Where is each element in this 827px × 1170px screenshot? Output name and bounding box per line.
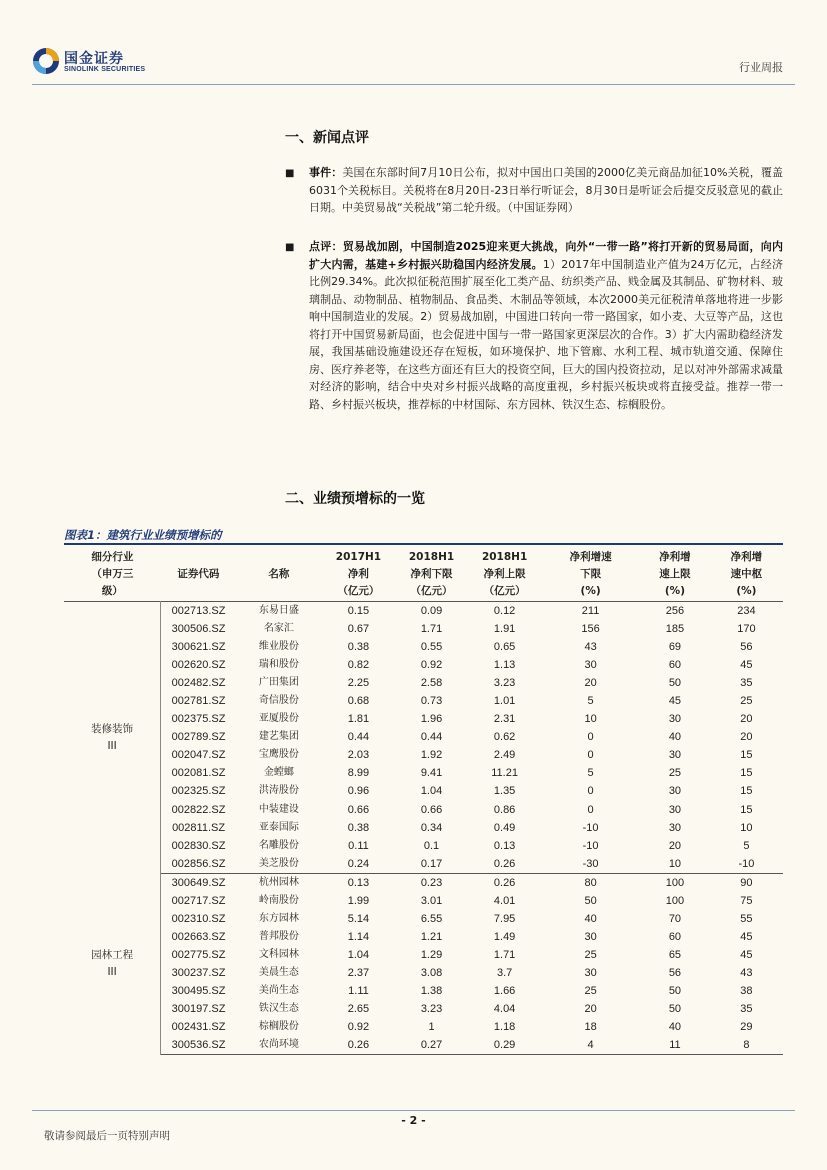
stock-name-cell: 美芝股份: [236, 855, 322, 874]
net-profit-2017h1-cell: 1.81: [347, 713, 370, 726]
column-header-line: (%): [664, 584, 685, 597]
net-profit-2017h1-cell: 2.37: [347, 966, 370, 979]
growth-low-cell: 211: [581, 605, 600, 618]
net-profit-2018h1-high-cell: 4.01: [493, 894, 516, 907]
column-header-line: 下限: [580, 567, 602, 580]
growth-high-cell: 60: [668, 659, 682, 672]
stock-name-cell: 建艺集团: [258, 731, 299, 743]
table-row: [64, 602, 783, 621]
table-row: [64, 728, 783, 746]
growth-mid-cell: 20: [740, 731, 753, 744]
net-profit-2018h1-low-cell: 0.23: [420, 876, 443, 889]
net-profit-2018h1-low-cell: 3.23: [420, 1003, 443, 1016]
stock-code-cell: 002717.SZ: [171, 894, 226, 907]
industry-category-line: III: [107, 965, 117, 978]
growth-low-cell: 43: [584, 641, 597, 654]
growth-high-cell: 50: [668, 985, 682, 997]
stock-code-cell: 002081.SZ: [171, 767, 226, 780]
net-profit-2018h1-high-cell: 2.49: [493, 749, 516, 762]
net-profit-2017h1-cell: 0.67: [347, 623, 370, 636]
net-profit-2018h1-high-cell: 2.31: [493, 713, 516, 726]
stock-code-cell: 300536.SZ: [161, 1036, 236, 1055]
stock-name-cell: 岭南股份: [258, 894, 299, 906]
event-label: 事件：: [309, 166, 343, 179]
column-header: [322, 547, 395, 602]
column-header: [161, 547, 236, 602]
net-profit-2018h1-high-cell: 0.26: [468, 855, 541, 874]
net-profit-2018h1-low-cell: 0.1: [423, 839, 440, 852]
table-row: [64, 873, 783, 892]
stock-code-cell: 002830.SZ: [171, 839, 226, 852]
column-header: [710, 547, 783, 602]
table-row: [64, 855, 783, 874]
growth-mid-cell: 56: [740, 641, 753, 654]
column-header-line: 净利增: [659, 550, 691, 563]
growth-high-cell: 30: [668, 803, 682, 816]
net-profit-2018h1-high-cell: 11.21: [491, 767, 518, 780]
growth-low-cell: 0: [587, 731, 594, 744]
stock-code-cell: 002047.SZ: [171, 749, 226, 762]
net-profit-2018h1-low-cell: 0.17: [395, 855, 468, 874]
growth-low-cell: 80: [584, 876, 597, 889]
growth-low-cell: 20: [584, 677, 597, 690]
growth-high-cell: 40: [668, 1021, 682, 1034]
disclaimer-note: 敬请参阅最后一页特别声明: [44, 1130, 170, 1142]
growth-low-cell: 0: [587, 785, 594, 798]
event-text: 美国在东部时间7月10日公布，拟对中国出口美国的2000亿美元商品加征10%关税，覆盖6031个关税标目。关税将在8月20日-23日举行听证会，8月30日是听证会后提交反驳意见的截止日期。中美贸易战“关税战”第二轮升级。（中国证券网）: [309, 166, 784, 214]
net-profit-2018h1-low-cell: 0.55: [420, 641, 443, 654]
net-profit-2018h1-low-cell: 1.71: [420, 623, 443, 636]
stock-code-cell: 300621.SZ: [171, 641, 226, 654]
table-row: [64, 910, 783, 928]
growth-low-cell: 18: [584, 1021, 597, 1034]
growth-low-cell: -10: [582, 839, 599, 852]
table-row: [64, 674, 783, 692]
stock-code-cell: 002713.SZ: [171, 605, 226, 618]
growth-mid-cell: 45: [740, 930, 753, 943]
table-row: [64, 710, 783, 728]
net-profit-2018h1-low-cell: 6.55: [420, 912, 443, 925]
section-title-earnings: 二、业绩预增标的一览: [285, 491, 425, 507]
growth-high-cell: 20: [668, 839, 682, 852]
net-profit-2017h1-cell: 5.14: [347, 912, 370, 925]
stock-code-cell: 300506.SZ: [171, 623, 226, 636]
table-row: [64, 892, 783, 910]
net-profit-2018h1-high-cell: 1.66: [493, 985, 516, 997]
column-header-line: 2017H1: [335, 550, 382, 563]
growth-high-cell: 60: [668, 930, 682, 943]
stock-name-cell: 宝鹰股份: [258, 749, 299, 761]
growth-low-cell: -30: [541, 855, 640, 874]
net-profit-2017h1-cell: 1.11: [348, 985, 369, 997]
net-profit-2017h1-cell: 1.04: [347, 948, 370, 961]
column-header-line: （申万三: [91, 567, 134, 580]
page-number: - 2 -: [401, 1114, 426, 1127]
stock-name-cell: 杭州园林: [258, 876, 299, 888]
table-row: [64, 746, 783, 764]
growth-low-cell: 10: [584, 713, 597, 726]
growth-mid-cell: 15: [740, 785, 753, 798]
net-profit-2017h1-cell: 0.44: [347, 731, 370, 744]
net-profit-2017h1-cell: 0.96: [347, 785, 370, 798]
table-row: [64, 946, 783, 964]
logo-text-en: SINOLINK SECURITIES: [64, 66, 146, 73]
net-profit-2018h1-low-cell: 1.21: [420, 930, 443, 943]
column-header-line: 2018H1: [481, 550, 528, 563]
column-header: [395, 547, 468, 602]
table-header-row: [64, 547, 783, 602]
growth-mid-cell: 5: [743, 839, 750, 852]
growth-low-cell: 50: [584, 894, 597, 907]
column-header-line: 细分行业: [91, 550, 134, 563]
stock-name-cell: 金螳螂: [263, 767, 294, 779]
growth-high-cell: 100: [665, 894, 685, 907]
stock-name-cell: 亚泰国际: [258, 821, 299, 833]
net-profit-2018h1-high-cell: 0.65: [493, 641, 516, 654]
stock-name-cell: 名家汇: [263, 623, 294, 635]
growth-high-cell: 100: [665, 876, 685, 889]
growth-mid-cell: 15: [740, 749, 753, 762]
industry-category-cell: [64, 873, 161, 1054]
column-header: [468, 547, 541, 602]
stock-name-cell: 美尚生态: [258, 985, 299, 996]
net-profit-2018h1-low-cell: 3.08: [420, 966, 443, 979]
growth-high-cell: 185: [665, 623, 685, 636]
growth-low-cell: 0: [587, 749, 594, 762]
growth-low-cell: 25: [584, 948, 597, 961]
growth-high-cell: 10: [640, 855, 710, 874]
net-profit-2018h1-high-cell: 1.91: [493, 623, 516, 636]
growth-high-cell: 50: [668, 677, 682, 690]
table-top-rule: [64, 543, 783, 545]
stock-code-cell: 002375.SZ: [171, 713, 226, 726]
column-header-line: (%): [736, 584, 757, 597]
net-profit-2017h1-cell: 0.38: [347, 641, 370, 654]
growth-high-cell: 40: [668, 731, 682, 744]
growth-mid-cell: 8: [710, 1036, 783, 1055]
net-profit-2017h1-cell: 2.65: [347, 1003, 370, 1016]
net-profit-2018h1-low-cell: 0.73: [420, 695, 443, 708]
stock-code-cell: 002856.SZ: [161, 855, 236, 874]
growth-high-cell: 70: [668, 912, 682, 925]
comment-headline: 点评：贸易战加剧，中国制造2025迎来更大挑战，向外“一带一路”将打开新的贸易局面，向内扩大内需，基建+乡村振兴助稳国内经济发展。: [309, 240, 783, 271]
stock-name-cell: 棕榈股份: [258, 1021, 299, 1033]
growth-high-cell: 30: [668, 749, 682, 762]
column-header-line: 净利: [347, 567, 369, 580]
column-header-line: (%): [580, 584, 601, 597]
column-header-line: 证券代码: [177, 567, 220, 580]
table-row: [64, 620, 783, 638]
table-row: [64, 692, 783, 710]
net-profit-2018h1-low-cell: 0.09: [420, 605, 443, 618]
net-profit-2018h1-high-cell: 0.62: [493, 731, 516, 744]
growth-low-cell: 30: [584, 966, 597, 979]
growth-high-cell: 25: [668, 767, 682, 780]
column-header-line: 级）: [101, 584, 123, 597]
growth-low-cell: 40: [584, 912, 597, 925]
industry-category-line: 园林工程: [91, 948, 134, 961]
stock-code-cell: 002811.SZ: [172, 821, 226, 834]
stock-name-cell: 广田集团: [258, 677, 299, 689]
net-profit-2018h1-low-cell: 0.34: [420, 821, 443, 834]
net-profit-2018h1-high-cell: 0.12: [493, 605, 516, 618]
stock-name-cell: 铁汉生态: [258, 1003, 299, 1015]
stock-code-cell: 002775.SZ: [171, 948, 226, 961]
growth-high-cell: 30: [668, 713, 682, 726]
net-profit-2017h1-cell: 8.99: [347, 767, 370, 780]
net-profit-2018h1-high-cell: 0.29: [468, 1036, 541, 1055]
column-header: [541, 547, 640, 602]
growth-mid-cell: 15: [740, 803, 753, 816]
column-header-line: 2018H1: [408, 550, 455, 563]
growth-mid-cell: 90: [740, 876, 753, 889]
net-profit-2018h1-low-cell: 1.92: [420, 749, 443, 762]
net-profit-2018h1-low-cell: 9.41: [420, 767, 443, 780]
table-row: [64, 1018, 783, 1036]
column-header: [64, 547, 161, 602]
net-profit-2017h1-cell: 2.03: [347, 749, 370, 762]
table-row: [64, 928, 783, 946]
net-profit-2017h1-cell: 0.24: [322, 855, 395, 874]
earnings-preview-table: [64, 547, 783, 1055]
table-caption: 图表1：建筑行业业绩预增标的: [64, 528, 222, 542]
stock-code-cell: 002822.SZ: [171, 803, 226, 816]
growth-low-cell: 0: [587, 803, 594, 816]
growth-high-cell: 45: [668, 695, 682, 708]
header-rule: [32, 84, 795, 85]
table-row: [64, 982, 783, 1000]
net-profit-2017h1-cell: 0.68: [347, 695, 370, 708]
column-header-line: 速中枢: [730, 567, 763, 580]
net-profit-2018h1-high-cell: 0.86: [493, 803, 516, 816]
industry-category-cell: [64, 602, 161, 874]
net-profit-2017h1-cell: 0.15: [347, 605, 370, 618]
net-profit-2018h1-low-cell: 1.38: [420, 985, 443, 997]
growth-mid-cell: 20: [740, 713, 753, 726]
net-profit-2017h1-cell: 0.66: [347, 803, 370, 816]
growth-low-cell: -10: [582, 821, 599, 834]
net-profit-2018h1-low-cell: 1.96: [420, 713, 443, 726]
industry-category-line: III: [107, 739, 117, 752]
column-header-line: （亿元）: [410, 584, 453, 597]
stock-code-cell: 002781.SZ: [171, 695, 226, 708]
growth-low-cell: 20: [584, 1003, 597, 1016]
stock-name-cell: 普邦股份: [258, 930, 299, 942]
growth-mid-cell: -10: [710, 855, 783, 874]
growth-mid-cell: 75: [740, 894, 753, 907]
stock-code-cell: 300197.SZ: [171, 1003, 226, 1016]
stock-code-cell: 002431.SZ: [171, 1021, 226, 1034]
stock-name-cell: 东易日盛: [258, 605, 299, 617]
net-profit-2018h1-high-cell: 1.35: [493, 785, 516, 798]
stock-code-cell: 002789.SZ: [171, 731, 226, 744]
column-header: [236, 547, 322, 602]
stock-name-cell: 文科园林: [258, 948, 299, 960]
stock-code-cell: 002482.SZ: [171, 677, 226, 690]
stock-name-cell: 农尚环境: [236, 1036, 322, 1055]
column-header-line: 净利增: [730, 550, 763, 563]
net-profit-2018h1-low-cell: 0.66: [420, 803, 443, 816]
net-profit-2018h1-high-cell: 1.71: [493, 948, 516, 961]
stock-code-cell: 300649.SZ: [171, 876, 226, 889]
stock-name-cell: 东方园林: [258, 912, 299, 924]
net-profit-2018h1-high-cell: 0.13: [493, 839, 516, 852]
bullet-icon: ■: [285, 168, 295, 179]
growth-mid-cell: 35: [740, 677, 753, 690]
stock-name-cell: 奇信股份: [258, 695, 299, 707]
stock-code-cell: 002310.SZ: [171, 912, 226, 925]
growth-low-cell: 156: [581, 623, 600, 636]
column-header-line: 净利增速: [569, 550, 612, 563]
net-profit-2018h1-low-cell: 1: [428, 1021, 435, 1034]
document-type: 行业周报: [739, 61, 783, 74]
footer-rule: [32, 1110, 795, 1111]
net-profit-2018h1-low-cell: 3.01: [420, 894, 443, 907]
growth-low-cell: 4: [541, 1036, 640, 1055]
column-header-line: （亿元）: [337, 584, 380, 597]
net-profit-2018h1-low-cell: 0.44: [420, 731, 443, 744]
net-profit-2017h1-cell: 0.26: [322, 1036, 395, 1055]
net-profit-2018h1-low-cell: 1.29: [420, 948, 443, 961]
net-profit-2017h1-cell: 0.92: [347, 1021, 370, 1034]
growth-high-cell: 30: [668, 785, 682, 798]
stock-code-cell: 300495.SZ: [171, 985, 226, 997]
table-row: [64, 964, 783, 982]
growth-mid-cell: 15: [740, 767, 753, 780]
net-profit-2018h1-high-cell: 1.49: [493, 930, 516, 943]
net-profit-2018h1-high-cell: 1.18: [493, 1021, 516, 1034]
net-profit-2017h1-cell: 0.38: [347, 821, 370, 834]
growth-mid-cell: 55: [740, 912, 753, 925]
column-header-line: 净利下限: [410, 567, 453, 580]
net-profit-2018h1-low-cell: 2.58: [420, 677, 443, 690]
stock-name-cell: 亚厦股份: [258, 713, 299, 725]
growth-low-cell: 30: [584, 659, 597, 672]
stock-code-cell: 300237.SZ: [171, 966, 226, 979]
column-header-line: 净利上限: [483, 567, 526, 580]
growth-mid-cell: 234: [737, 605, 756, 618]
growth-low-cell: 30: [584, 930, 597, 943]
net-profit-2018h1-low-cell: 0.27: [395, 1036, 468, 1055]
news-event-paragraph: [309, 164, 783, 217]
net-profit-2017h1-cell: 0.11: [348, 839, 369, 852]
net-profit-2017h1-cell: 1.99: [347, 894, 370, 907]
sinolink-logo-icon: [32, 47, 60, 75]
stock-code-cell: 002663.SZ: [171, 930, 226, 943]
growth-mid-cell: 35: [740, 1003, 753, 1016]
stock-name-cell: 中装建设: [258, 803, 299, 815]
net-profit-2017h1-cell: 2.25: [347, 677, 370, 690]
growth-low-cell: 25: [584, 985, 597, 997]
stock-code-cell: 002620.SZ: [171, 659, 226, 672]
growth-high-cell: 56: [668, 966, 682, 979]
logo-text-cn: 国金证券: [64, 51, 124, 67]
stock-name-cell: 瑞和股份: [258, 659, 299, 671]
stock-name-cell: 洪涛股份: [258, 785, 299, 797]
net-profit-2018h1-low-cell: 0.92: [420, 659, 443, 672]
net-profit-2018h1-high-cell: 3.7: [496, 966, 513, 979]
net-profit-2018h1-low-cell: 1.04: [420, 785, 443, 798]
growth-high-cell: 65: [668, 948, 682, 961]
net-profit-2018h1-high-cell: 1.01: [493, 695, 516, 708]
growth-high-cell: 50: [668, 1003, 682, 1016]
stock-name-cell: 维业股份: [258, 641, 299, 653]
growth-mid-cell: 29: [740, 1021, 753, 1034]
net-profit-2018h1-high-cell: 0.49: [493, 821, 516, 834]
growth-low-cell: 5: [587, 767, 594, 780]
growth-mid-cell: 45: [740, 948, 753, 961]
net-profit-2017h1-cell: 0.13: [347, 876, 370, 889]
net-profit-2018h1-high-cell: 3.23: [493, 677, 516, 690]
net-profit-2018h1-high-cell: 4.04: [493, 1003, 516, 1016]
growth-mid-cell: 45: [740, 659, 753, 672]
growth-mid-cell: 38: [740, 985, 753, 997]
net-profit-2018h1-high-cell: 7.95: [493, 912, 516, 925]
growth-mid-cell: 170: [737, 623, 756, 636]
table-row: [64, 801, 783, 819]
stock-name-cell: 名雕股份: [258, 839, 299, 851]
table-row: [64, 1000, 783, 1018]
net-profit-2017h1-cell: 1.14: [347, 930, 370, 943]
net-profit-2018h1-high-cell: 1.13: [493, 659, 516, 672]
bullet-icon: ■: [285, 242, 295, 253]
section-title-news: 一、新闻点评: [285, 130, 369, 146]
table-row: [64, 819, 783, 837]
growth-mid-cell: 25: [740, 695, 753, 708]
growth-high-cell: 256: [665, 605, 685, 618]
industry-category-line: 装修装饰: [91, 722, 134, 735]
table-row: [64, 656, 783, 674]
growth-mid-cell: 10: [740, 821, 753, 834]
comment-text: 1）2017年中国制造业产值为24万亿元，占经济比例29.34%。此次拟征税范围扩展至化工类产品、纺织类产品、贱金属及其制品、矿物材料、玻璃制品、动物制品、植物制品、食品类、木制品等领域，本次2000美元征税清单落地将进一步影响中国制造业的发展。2）贸易战加剧，中国进口转向一带一路国家，如小麦、大豆等产品，这也将打开中国贸易新局面，也会促进中国与一带一路国家更深层次的合作。3）扩大内需助稳经济发展，我国基础设施建设还存在短板，如环境保护、地下管廊、水利工程、城市轨道交通、保障住房、医疗养老等，在这些方面还有巨大的投资空间，巨大的国内投资拉动，足以对冲外部需求减量对经济的影响，结合中央对乡村振兴战略的高度重视，乡村振兴板块或将直接受益。推荐一带一路、乡村振兴板块，推荐标的中材国际、东方园林、铁汉生态、棕榈股份。: [309, 257, 783, 411]
stock-code-cell: 002325.SZ: [171, 785, 226, 798]
column-header: [640, 547, 710, 602]
news-comment-paragraph: [309, 238, 783, 413]
table-row: [64, 782, 783, 800]
table-row: [64, 638, 783, 656]
stock-name-cell: 美晨生态: [258, 966, 299, 978]
table-row: [64, 764, 783, 782]
growth-low-cell: 5: [587, 695, 594, 708]
net-profit-2017h1-cell: 0.82: [347, 659, 370, 672]
column-header-line: 速上限: [659, 567, 691, 580]
growth-mid-cell: 43: [740, 966, 753, 979]
net-profit-2018h1-high-cell: 0.26: [493, 876, 516, 889]
column-header-line: （亿元）: [483, 584, 526, 597]
growth-high-cell: 11: [640, 1036, 710, 1055]
column-header-line: 名称: [268, 567, 290, 580]
table-row: [64, 1036, 783, 1055]
table-row: [64, 837, 783, 855]
growth-high-cell: 69: [668, 641, 682, 654]
growth-high-cell: 30: [668, 821, 682, 834]
